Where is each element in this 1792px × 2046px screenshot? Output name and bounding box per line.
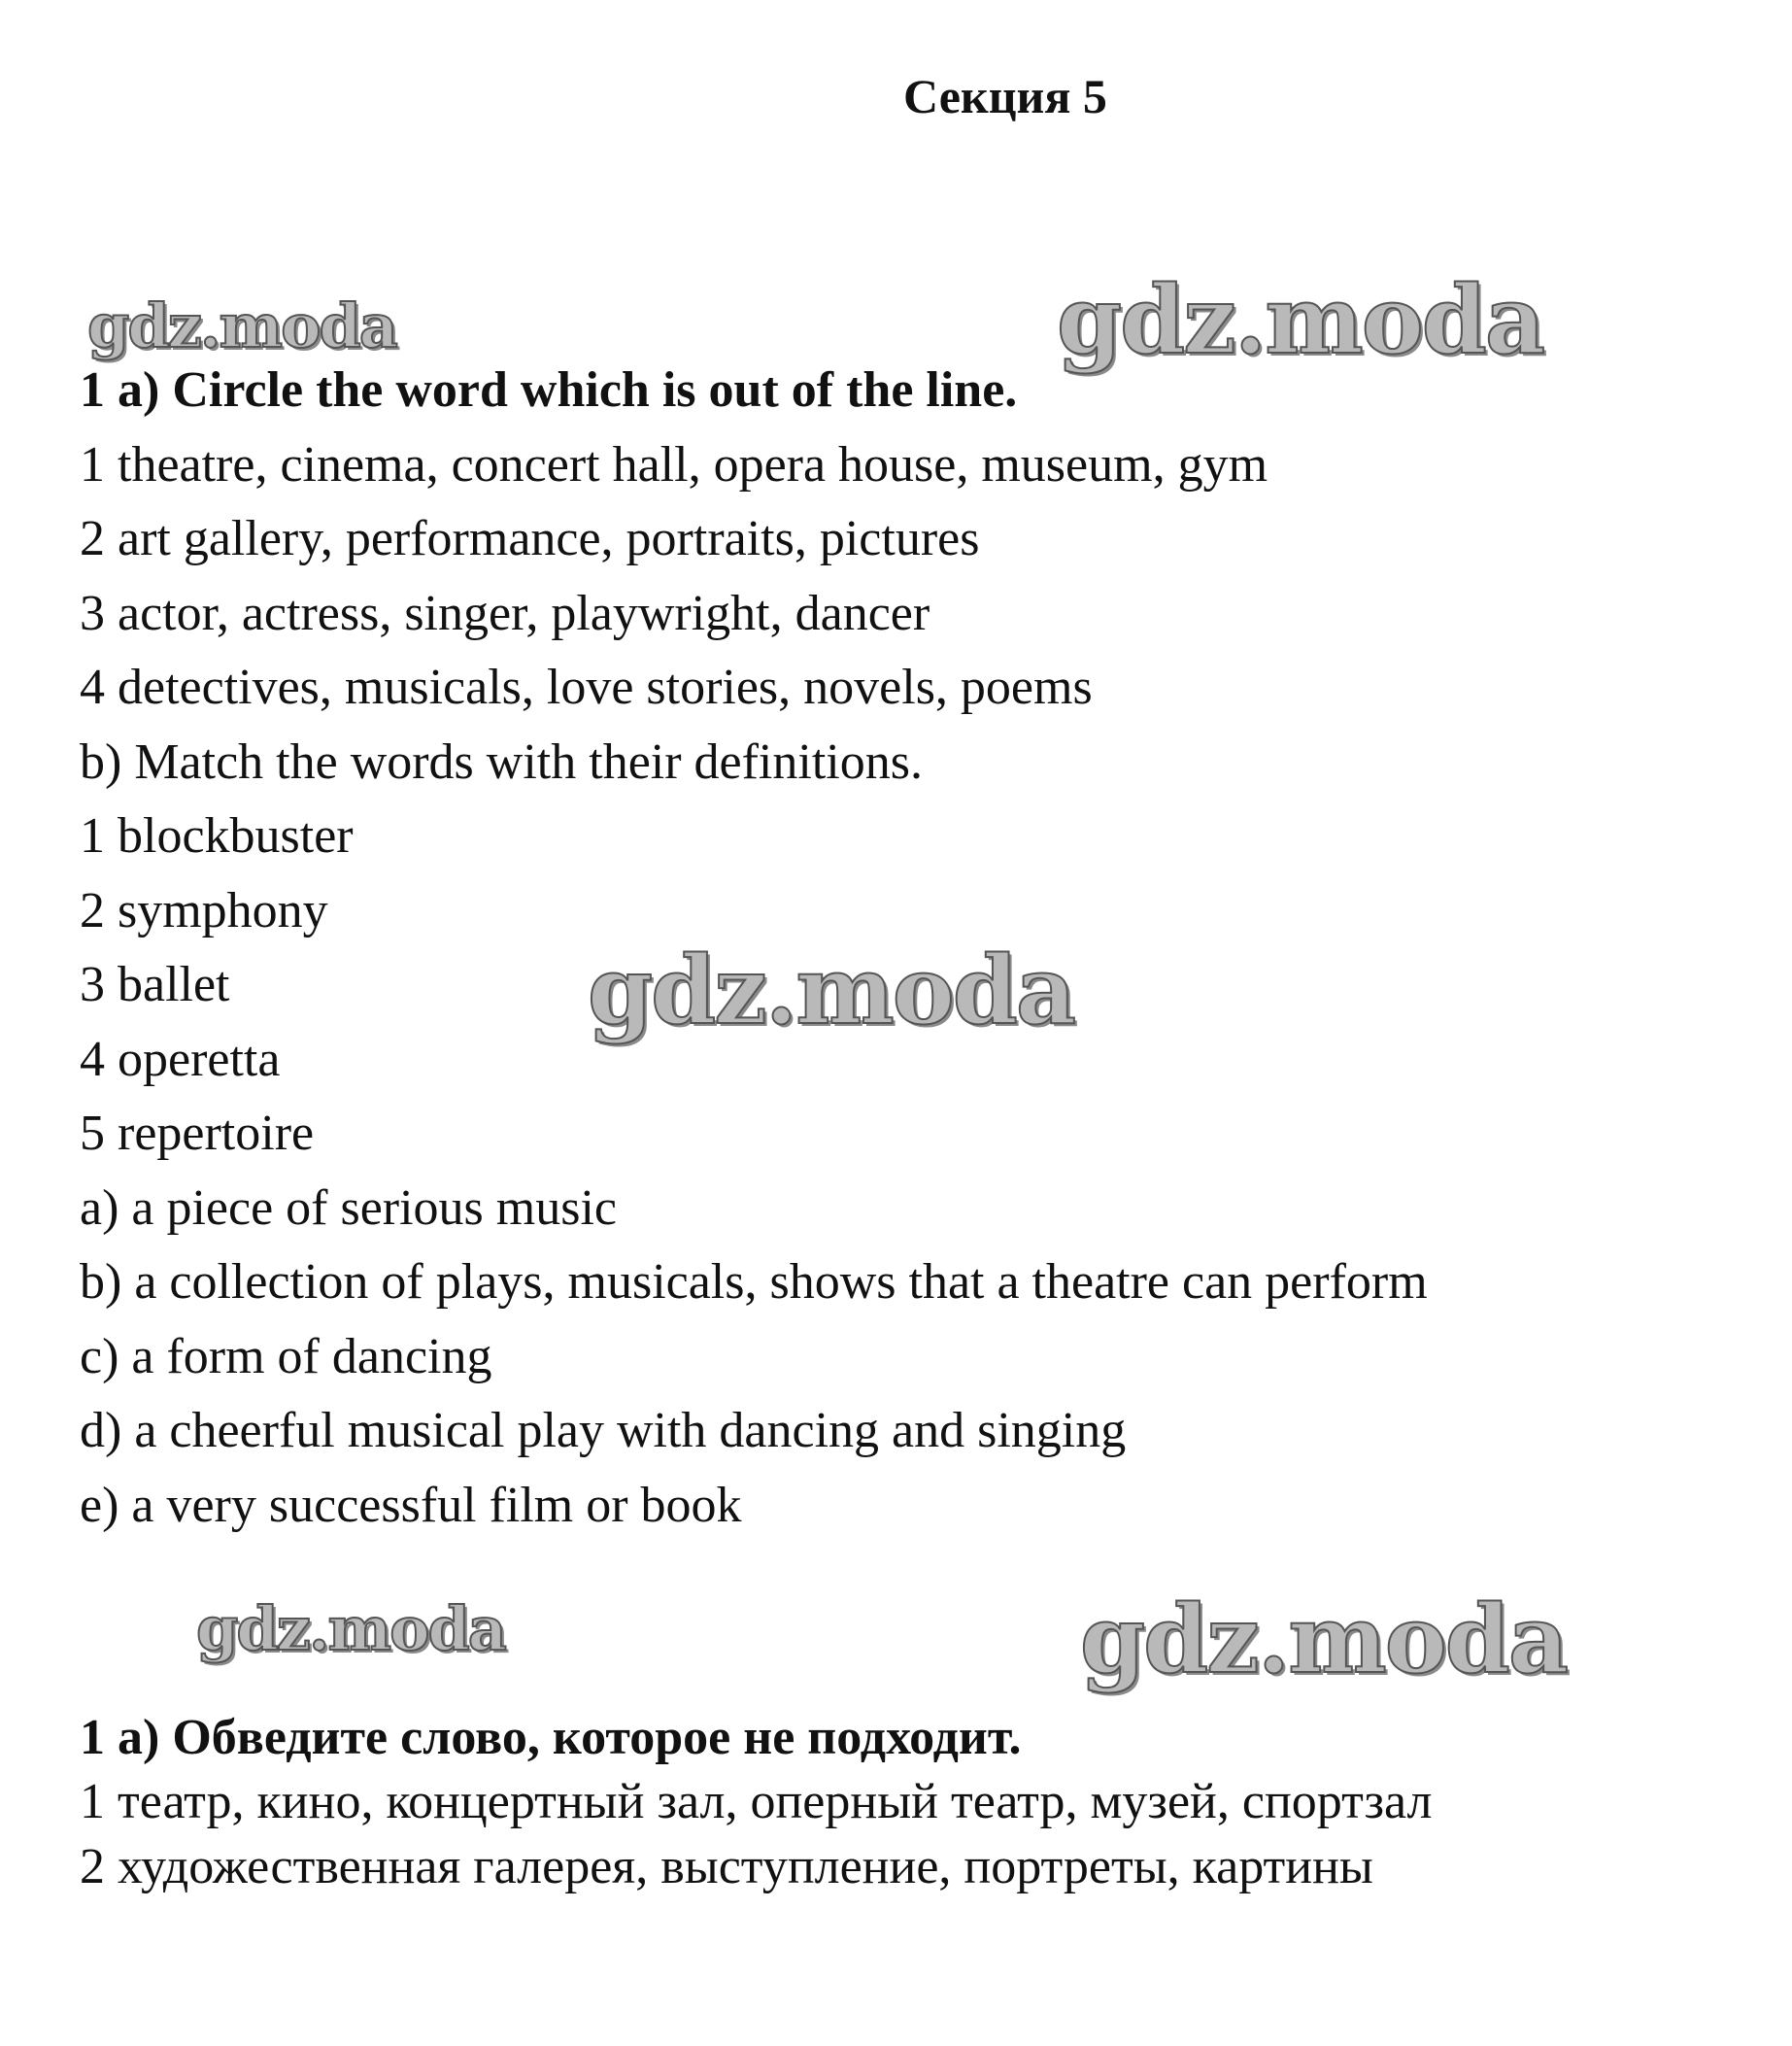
watermark-logo: gdz.moda bbox=[196, 1593, 505, 1664]
exercise-line-ru: 2 художественная галерея, выступление, портреты, картины bbox=[80, 1839, 1373, 1894]
watermark-logo: gdz.moda bbox=[1057, 265, 1544, 375]
definition-item: c) a form of dancing bbox=[80, 1329, 492, 1384]
word-item: 5 repertoire bbox=[80, 1106, 315, 1161]
exercise-line: 2 art gallery, performance, portraits, pictures bbox=[80, 511, 980, 566]
exercise-line: 1 theatre, cinema, concert hall, opera house, museum, gym bbox=[80, 437, 1268, 493]
exercise-heading: 1 a) Circle the word which is out of the line. bbox=[80, 362, 1018, 418]
exercise-line: 3 actor, actress, singer, playwright, dancer bbox=[80, 586, 930, 641]
word-item: 4 operetta bbox=[80, 1032, 281, 1087]
page-title: Секция 5 bbox=[903, 69, 1107, 123]
watermark-logo: gdz.moda bbox=[1080, 1585, 1568, 1694]
exercise-heading-ru: 1 а) Обведите слово, которое не подходит. bbox=[80, 1710, 1022, 1765]
definition-item: d) a cheerful musical play with dancing and singing bbox=[80, 1403, 1127, 1458]
watermark-logo: gdz.moda bbox=[87, 290, 396, 361]
word-item: 2 symphony bbox=[80, 883, 328, 938]
word-item: 3 ballet bbox=[80, 957, 230, 1012]
exercise-line: 4 detectives, musicals, love stories, novels, poems bbox=[80, 660, 1093, 715]
exercise-line-ru: 1 театр, кино, концертный зал, оперный театр, музей, спортзал bbox=[80, 1774, 1433, 1829]
part-b-heading: b) Match the words with their definitions. bbox=[80, 734, 923, 790]
word-item: 1 blockbuster bbox=[80, 808, 354, 864]
watermark-logo: gdz.moda bbox=[588, 936, 1075, 1045]
definition-item: a) a piece of serious music bbox=[80, 1180, 618, 1236]
definition-item: b) a collection of plays, musicals, shows that a theatre can perform bbox=[80, 1254, 1428, 1310]
definition-item: e) a very successful film or book bbox=[80, 1478, 742, 1533]
